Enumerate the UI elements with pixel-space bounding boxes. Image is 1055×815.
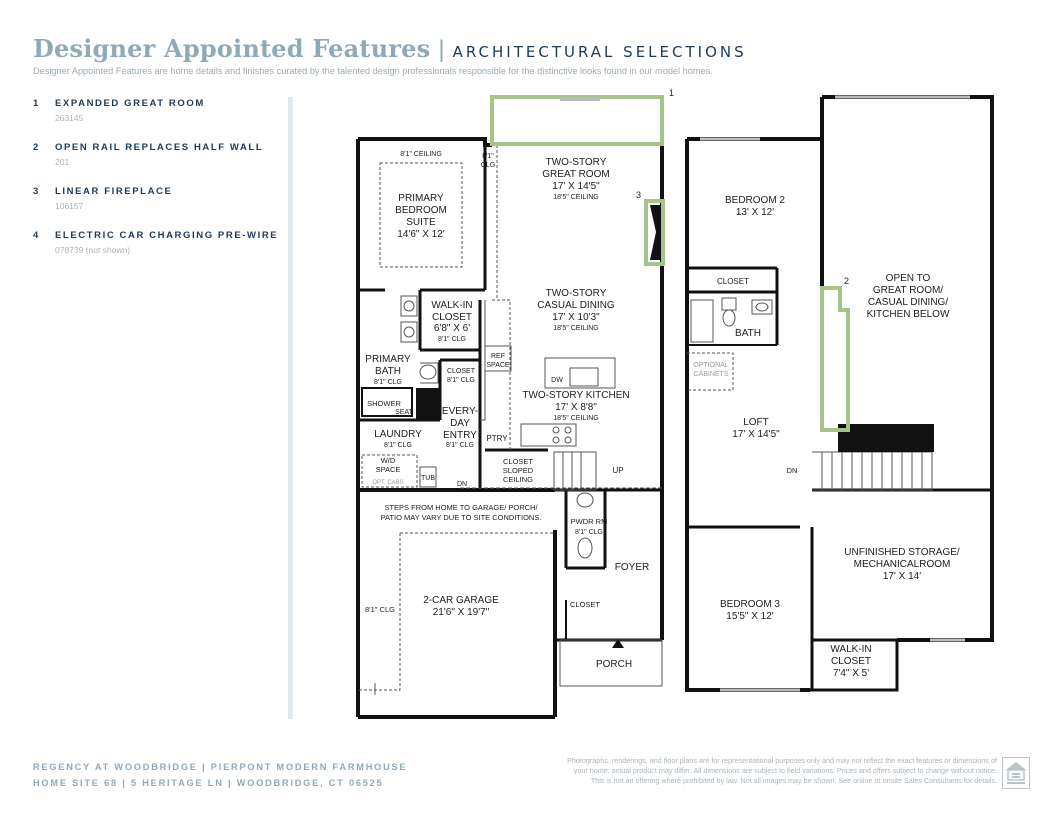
clg-label-b: CLG: [480, 162, 496, 169]
great-room-ceiling: 18'5" CEILING: [553, 194, 599, 201]
foyer-label: FOYER: [614, 562, 650, 573]
callout-1: 1: [669, 88, 675, 98]
upper-bath-label: BATH: [735, 328, 761, 339]
seat-label: SEAT: [395, 409, 413, 416]
page-title: Designer Appointed Features: [33, 34, 431, 63]
bedroom2-size: 13' X 12': [735, 207, 775, 218]
great-room-window: [560, 97, 600, 101]
feature-number: 1: [33, 98, 40, 109]
walk-in-closet-ceiling: 8'1" CLG: [438, 336, 466, 343]
powder-room-label: PWDR RM: [570, 517, 608, 526]
home-site-line: HOME SITE 68 | 5 HERITAGE LN | WOODBRIDGE, CT 06525: [33, 778, 384, 788]
disclaimer-line: This is not an offering where prohibited by law. Not all images may be shown. See online or onsite Sales Consultants for details.: [590, 776, 997, 785]
clg-label-a: 8'1": [482, 153, 494, 160]
opt-cabs-label: OPT. CABS: [372, 480, 404, 486]
bedroom3-label: BEDROOM 3: [719, 599, 781, 610]
kitchen-size: 17' X 8'8": [555, 402, 597, 413]
open-to-label-3: CASUAL DINING/: [867, 297, 949, 308]
dishwasher-label: DW: [551, 377, 563, 384]
equal-housing-icon: [1002, 757, 1030, 789]
first-floor-dn-label: DN: [456, 481, 468, 488]
ref-space-label-2: SPACE: [486, 362, 510, 369]
feature-number: 2: [33, 142, 40, 153]
footer-disclaimer: [520, 756, 997, 786]
upper-walk-in-label-2: CLOSET: [830, 656, 872, 667]
casual-dining-size: 17' X 10'3": [552, 312, 600, 323]
ref-space-label-1: REF: [491, 353, 505, 360]
garage-size: 21'6" X 19'7": [432, 607, 490, 618]
kitchen-label: TWO-STORY KITCHEN: [522, 390, 630, 401]
open-to-label-4: KITCHEN BELOW: [866, 309, 950, 320]
disclaimer-line: your home; actual product may differ. All dimensions are subject to field variations. Prices and offers subject to change without notice.: [573, 766, 997, 775]
closet-sloped-label-2: SLOPED: [502, 466, 534, 475]
feature-name: ELECTRIC CAR CHARGING PRE-WIRE: [55, 230, 279, 241]
pantry-label: PTRY: [486, 434, 508, 443]
title-separator: |: [438, 36, 445, 63]
upper-closet-label: CLOSET: [716, 277, 750, 286]
first-floor-labels: [365, 151, 649, 670]
primary-suite-label-2: BEDROOM: [395, 205, 447, 216]
casual-dining-ceiling: 18'5" CEILING: [553, 325, 599, 332]
great-room-label-2: GREAT ROOM: [542, 169, 610, 180]
upper-walk-in-size: 7'4" X 5': [832, 668, 870, 679]
expanded-great-room-highlight: [492, 97, 662, 144]
everyday-entry-ceiling: 8'1" CLG: [446, 442, 474, 449]
laundry-ceiling: 8'1" CLG: [384, 442, 412, 449]
steps-note-2: PATIO MAY VARY DUE TO SITE CONDITIONS.: [380, 513, 542, 522]
primary-ceiling-label: 8'1" CEILING: [400, 151, 442, 158]
footer-community: [33, 759, 407, 791]
feature-name: EXPANDED GREAT ROOM: [55, 98, 205, 109]
everyday-entry-label-1: EVERY-: [441, 406, 479, 417]
community-line: REGENCY AT WOODBRIDGE | PIERPONT MODERN FARMHOUSE: [33, 762, 408, 772]
primary-suite-label-3: SUITE: [406, 217, 436, 228]
primary-suite-label-1: PRIMARY: [398, 193, 444, 204]
everyday-entry-label-3: ENTRY: [443, 430, 477, 441]
page-subtitle: ARCHITECTURAL SELECTIONS: [452, 43, 747, 61]
everyday-entry-label-2: DAY: [450, 418, 470, 429]
callout-2: 2: [844, 276, 850, 286]
feature-number: 3: [33, 186, 40, 197]
closet-sloped-label-1: CLOSET: [502, 457, 534, 466]
wd-space-label-1: W/D: [380, 456, 396, 465]
primary-bath-label-1: PRIMARY: [365, 354, 411, 365]
foyer-closet-label: CLOSET: [569, 600, 601, 609]
garage-label: 2-CAR GARAGE: [423, 595, 499, 606]
callout-3: 3: [636, 190, 642, 200]
unfinished-size: 17' X 14': [882, 571, 922, 582]
primary-suite-size: 14'6" X 12': [397, 229, 445, 240]
laundry-label: LAUNDRY: [374, 429, 422, 440]
closet-small-ceiling: 8'1" CLG: [447, 377, 475, 384]
open-to-label-1: OPEN TO: [885, 273, 931, 284]
loft-size: 17' X 14'5": [732, 429, 780, 440]
porch-label: PORCH: [595, 659, 633, 670]
great-room-size: 17' X 14'5": [552, 181, 600, 192]
walk-in-closet-size: 6'8" X 6': [433, 323, 471, 334]
up-label: UP: [612, 466, 624, 475]
casual-dining-label-1: TWO-STORY: [545, 288, 607, 299]
steps-note-1: STEPS FROM HOME TO GARAGE/ PORCH/: [384, 503, 538, 512]
closet-sloped-label-3: CEILING: [502, 475, 534, 484]
open-to-label-2: GREAT ROOM/: [872, 285, 944, 296]
bedroom2-label: BEDROOM 2: [724, 195, 786, 206]
disclaimer-line: Photographs, renderings, and floor plans are for representational purposes only and may not reflect the exact features or dimensions of: [567, 756, 997, 765]
shower-label: SHOWER: [367, 399, 401, 408]
bedroom3-size: 15'5" X 12': [726, 611, 774, 622]
casual-dining-label-2: CASUAL DINING: [537, 300, 615, 311]
optional-cabinets-label-2: CABINETS: [693, 371, 729, 378]
fireplace-icon: [650, 205, 660, 260]
optional-cabinets-label-1: OPTIONAL: [693, 362, 729, 369]
kitchen-ceiling: 18'5" CEILING: [553, 415, 599, 422]
closet-small-label: CLOSET: [446, 368, 476, 375]
upper-walk-in-label-1: WALK-IN: [830, 644, 872, 655]
stair-wall-block: [838, 424, 934, 452]
feature-code: 078739 (not shown): [55, 245, 131, 255]
intro-text: Designer Appointed Features are home details and finishes curated by the talented design professionals responsible for the distinctive looks found in our model homes.: [33, 66, 713, 76]
walk-in-closet-label-1: WALK-IN: [431, 300, 473, 311]
loft-label: LOFT: [743, 417, 769, 428]
primary-bath-label-2: BATH: [375, 366, 401, 377]
feature-code: 106157: [55, 201, 84, 211]
shower-wall-block: [416, 388, 440, 420]
open-rail-highlight: [822, 288, 848, 430]
second-floor-dn-label: DN: [786, 466, 798, 475]
feature-code: 201: [55, 157, 70, 167]
feature-number: 4: [33, 230, 40, 241]
feature-name: LINEAR FIREPLACE: [55, 186, 173, 197]
powder-room-ceiling: 8'1" CLG: [575, 529, 603, 536]
tub-label: TUB: [421, 475, 435, 482]
great-room-label-1: TWO-STORY: [545, 157, 607, 168]
house-icon: [1003, 758, 1029, 788]
unfinished-label-1: UNFINISHED STORAGE/: [844, 547, 960, 558]
garage-ceiling: 8'1" CLG: [365, 605, 395, 614]
feature-code: 263145: [55, 113, 84, 123]
unfinished-label-2: MECHANICALROOM: [853, 559, 951, 570]
walk-in-closet-label-2: CLOSET: [431, 312, 473, 323]
wd-space-label-2: SPACE: [375, 465, 401, 474]
feature-name: OPEN RAIL REPLACES HALF WALL: [55, 142, 264, 153]
primary-bath-ceiling: 8'1" CLG: [374, 379, 402, 386]
